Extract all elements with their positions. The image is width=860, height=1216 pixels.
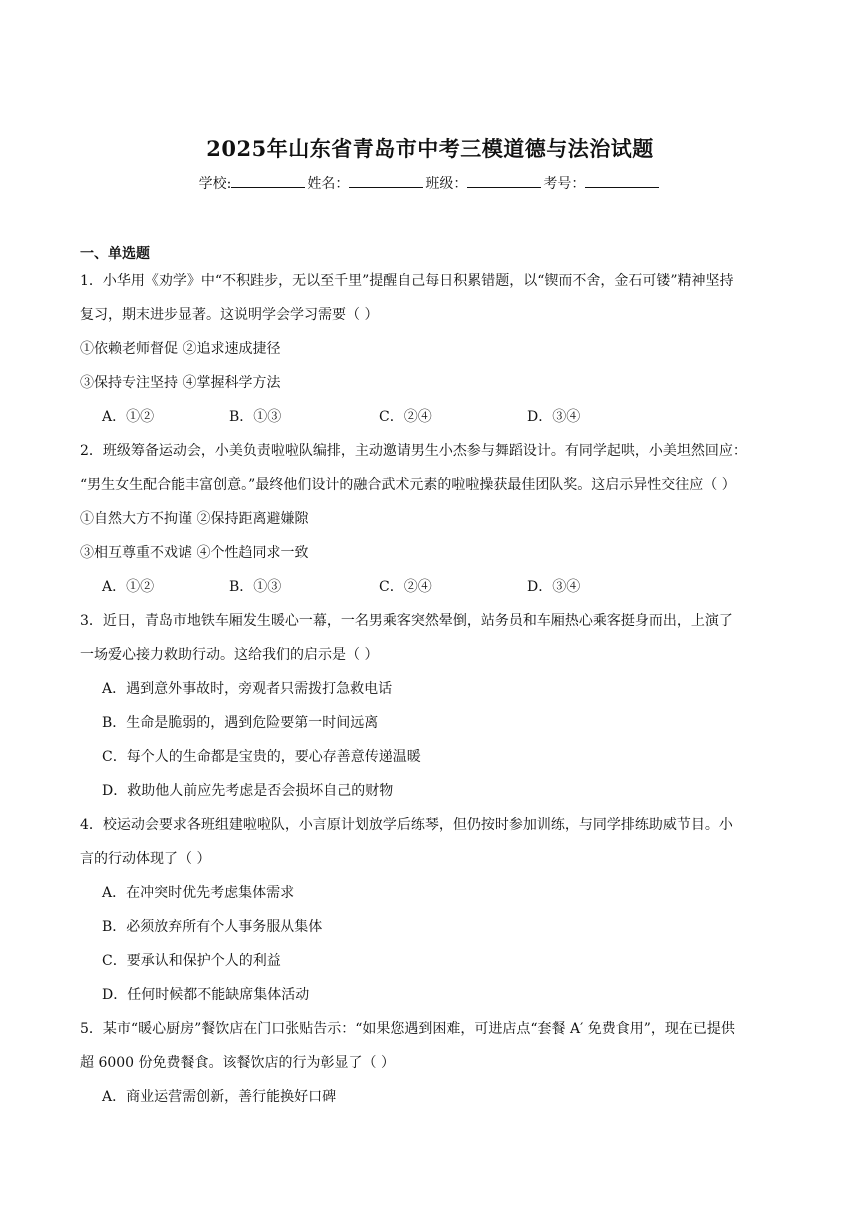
class-blank	[467, 175, 541, 188]
q2-option-b: B．①③	[229, 579, 282, 595]
name-label: 姓名：	[307, 176, 350, 192]
q4-stem-line1: 4．校运动会要求各班组建啦啦队，小言原计划放学后练琴，但仍按时参加训练，与同学排练助威节目。小	[80, 817, 733, 833]
q4-option-a: A．在冲突时优先考虑集体需求	[102, 885, 295, 901]
page-title: 2025年山东省青岛市中考三模道德与法治试题	[206, 136, 654, 161]
q1-statement-1: ①依赖老师督促 ②追求速成捷径	[80, 341, 281, 357]
q1-options	[102, 406, 802, 426]
q2-option-a: A．①②	[102, 579, 155, 595]
student-info-line	[0, 173, 860, 193]
q1-statement-2: ③保持专注坚持 ④掌握科学方法	[80, 375, 281, 391]
q1-stem-line2: 复习，期末进步显著。这说明学会学习需要（ ）	[80, 307, 379, 323]
q1-option-d: D．③④	[527, 409, 581, 425]
q3-stem-line1: 3．近日，青岛市地铁车厢发生暖心一幕，一名男乘客突然晕倒，站务员和车厢热心乘客挺身而出，上演了	[80, 613, 733, 629]
q3-option-d: D．救助他人前应先考虑是否会损坏自己的财物	[102, 783, 394, 799]
q5-option-a: A．商业运营需创新，善行能换好口碑	[102, 1089, 337, 1105]
q3-option-c: C．每个人的生命都是宝贵的，要心存善意传递温暖	[102, 749, 421, 765]
q2-option-c: C．②④	[379, 579, 432, 595]
q2-stem-line2: “男生女生配合能丰富创意。”最终他们设计的融合武术元素的啦啦操获最佳团队奖。这启示异性交往应（ ）	[80, 477, 736, 493]
q2-options	[102, 576, 802, 596]
section-heading: 一、单选题	[80, 246, 150, 262]
exam-no-label: 考号：	[543, 176, 586, 192]
school-blank	[231, 175, 305, 188]
name-blank	[349, 175, 423, 188]
q1-option-b: B．①③	[229, 409, 282, 425]
school-label: 学校:	[198, 176, 232, 192]
q4-option-b: B．必须放弃所有个人事务服从集体	[102, 919, 323, 935]
q1-option-a: A．①②	[102, 409, 155, 425]
exam-no-blank	[585, 175, 659, 188]
class-label: 班级：	[425, 176, 468, 192]
q4-stem-line2: 言的行动体现了（ ）	[80, 851, 211, 867]
q2-stem-line1: 2．班级筹备运动会，小美负责啦啦队编排，主动邀请男生小杰参与舞蹈设计。有同学起哄，小美坦然回应：	[80, 443, 747, 459]
q4-option-c: C．要承认和保护个人的利益	[102, 953, 281, 969]
q5-stem-line1: 5．某市“暖心厨房”餐饮店在门口张贴告示：“如果您遇到困难，可进店点“套餐 A′ 免费食用”，现在已提供	[80, 1021, 735, 1037]
q3-option-b: B．生命是脆弱的，遇到危险要第一时间远离	[102, 715, 379, 731]
q1-stem-line1: 1．小华用《劝学》中“不积跬步，无以至千里”提醒自己每日积累错题，以“锲而不舍，金石可镂”精神坚持	[80, 273, 734, 289]
q3-stem-line2: 一场爱心接力救助行动。这给我们的启示是（ ）	[80, 647, 379, 663]
q2-statement-2: ③相互尊重不戏谑 ④个性趋同求一致	[80, 545, 309, 561]
q5-stem-line2: 超 6000 份免费餐食。该餐饮店的行为彰显了（ ）	[80, 1055, 395, 1071]
q3-option-a: A．遇到意外事故时，旁观者只需拨打急救电话	[102, 681, 393, 697]
q4-option-d: D．任何时候都不能缺席集体活动	[102, 987, 310, 1003]
q2-option-d: D．③④	[527, 579, 581, 595]
q1-option-c: C．②④	[379, 409, 432, 425]
q2-statement-1: ①自然大方不拘谨 ②保持距离避嫌隙	[80, 511, 309, 527]
